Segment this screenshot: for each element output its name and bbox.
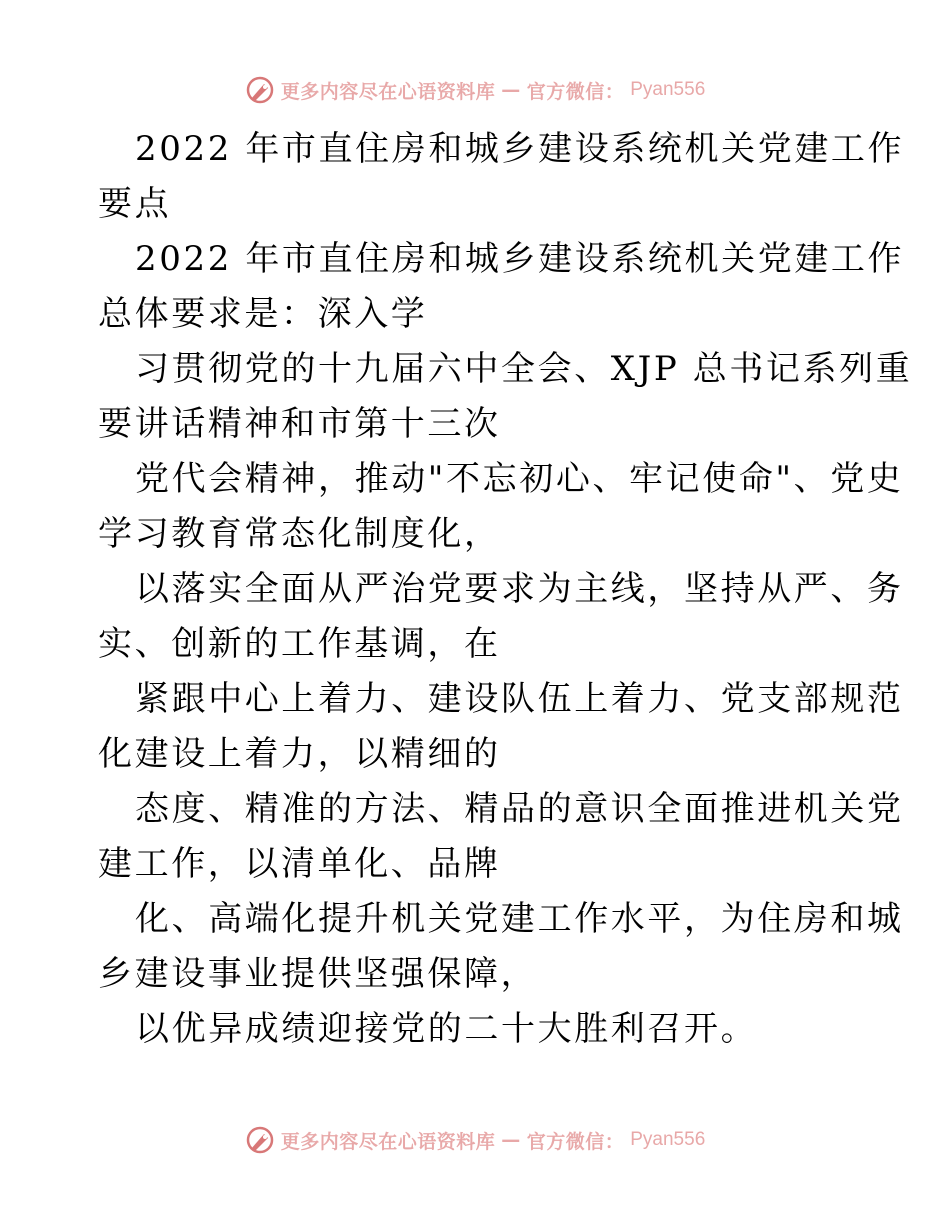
watermark-wechat-id: Pyan556 [630,79,706,100]
document-body [98,122,913,1057]
doc-line: 2022 年市直住房和城乡建设系统机关党建工作 [135,129,905,169]
watermark-header [0,70,950,110]
watermark-wechat-id: Pyan556 [630,1129,706,1150]
doc-line: 总体要求是：深入学 [98,294,428,334]
watermark-channel-text: 官方微信： [526,80,625,103]
watermark-brand-text: 更多内容尽在心语资料库 [280,80,496,103]
watermark-dash: — [501,79,521,101]
doc-line: 以优异成绩迎接党的二十大胜利召开。 [135,1009,758,1049]
doc-line: 党代会精神，推动"不忘初心、牢记使命"、党史 [135,459,904,499]
doc-line: 以落实全面从严治党要求为主线，坚持从严、务 [135,569,904,609]
watermark-dash: — [501,1129,521,1151]
doc-line: 建工作，以清单化、品牌 [98,844,501,884]
doc-line: 态度、精准的方法、精品的意识全面推进机关党 [135,789,904,829]
doc-line: 2022 年市直住房和城乡建设系统机关党建工作 [135,239,905,279]
pen-nib-logo-icon [245,75,275,105]
watermark-channel-text: 官方微信： [526,1130,625,1153]
doc-line: 习贯彻党的十九届六中全会、XJP 总书记系列重 [135,349,913,389]
doc-line: 乡建设事业提供坚强保障， [98,954,538,994]
pen-nib-logo-icon [245,1125,275,1155]
doc-line: 实、创新的工作基调，在 [98,624,501,664]
doc-line: 化建设上着力，以精细的 [98,734,501,774]
doc-line: 学习教育常态化制度化， [98,514,501,554]
doc-line: 要讲话精神和市第十三次 [98,404,501,444]
watermark-footer [0,1120,950,1160]
doc-line: 化、高端化提升机关党建工作水平，为住房和城 [135,899,904,939]
watermark-brand-text: 更多内容尽在心语资料库 [280,1130,496,1153]
doc-line: 要点 [98,184,172,224]
doc-line: 紧跟中心上着力、建设队伍上着力、党支部规范 [135,679,904,719]
